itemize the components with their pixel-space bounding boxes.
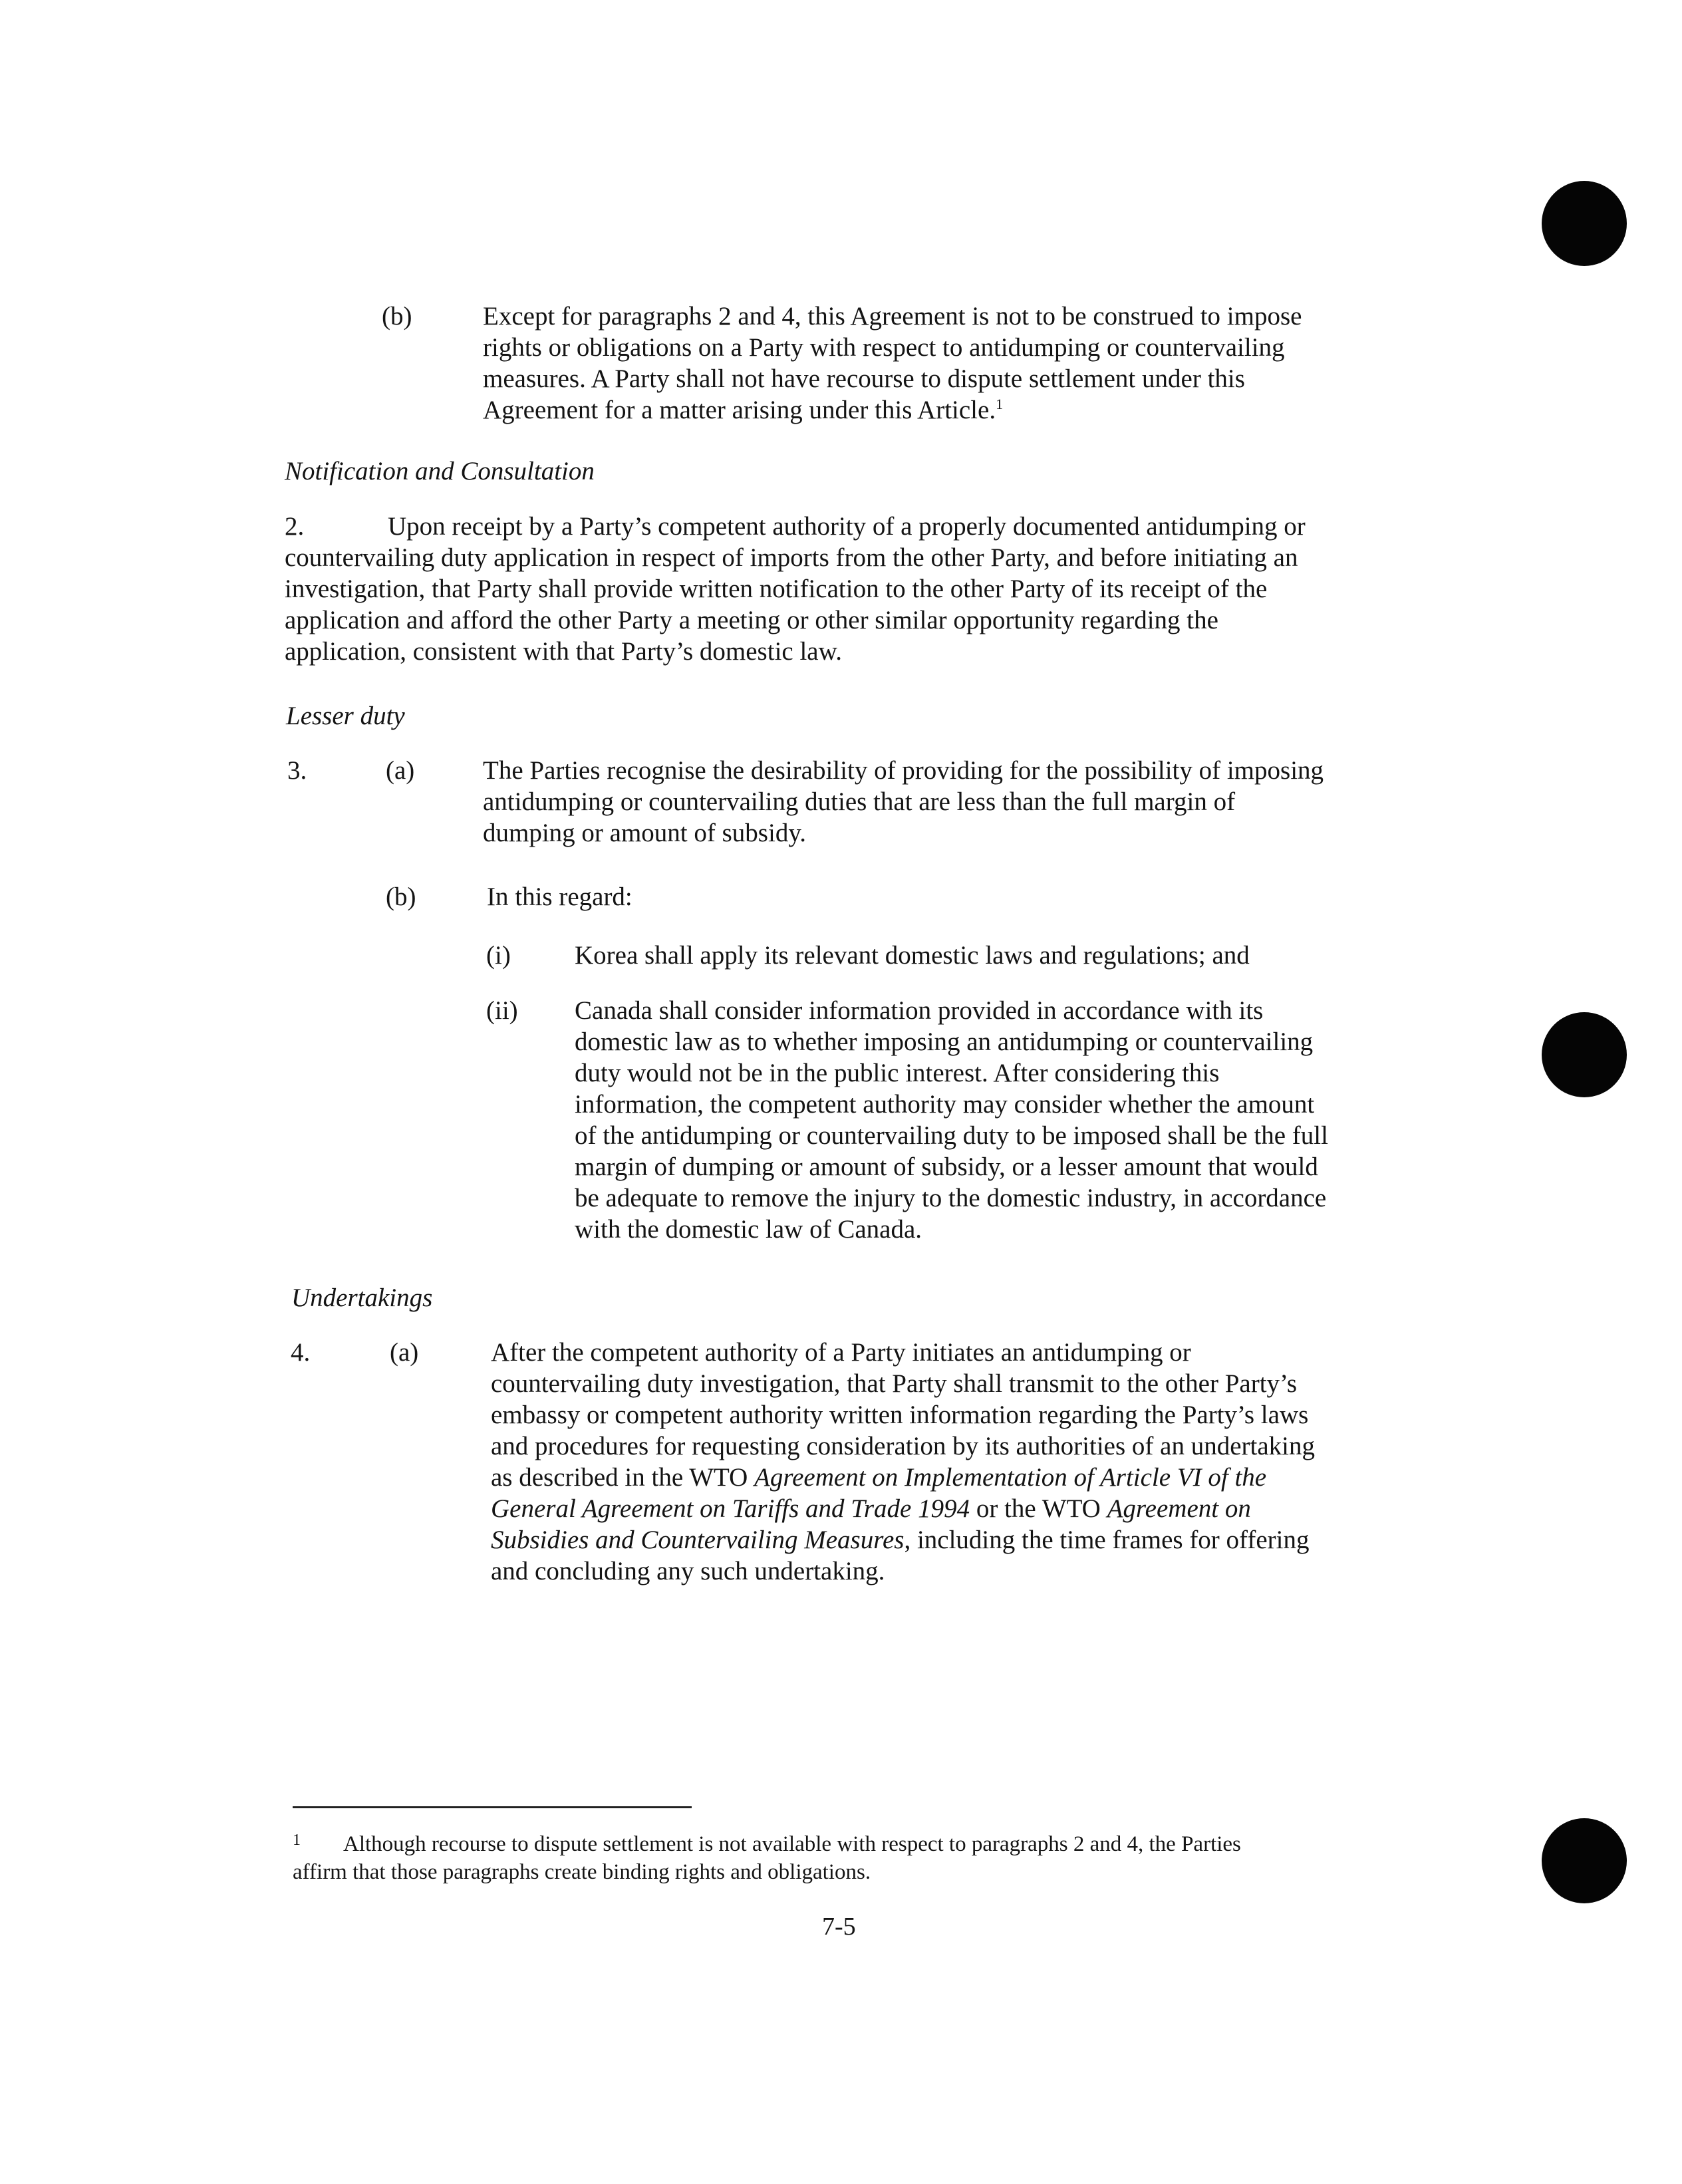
text-line: After the competent authority of a Party initiates an antidumping or (491, 1338, 1191, 1367)
heading-notification: Notification and Consultation (285, 457, 595, 485)
para-4a-text (491, 1337, 1315, 1587)
text-line: Subsidies and Countervailing Measures, including the time frames for offering (491, 1526, 1310, 1554)
text-line: embassy or competent authority written information regarding the Party’s laws (491, 1401, 1309, 1429)
text-line: margin of dumping or amount of subsidy, or a lesser amount that would (575, 1153, 1318, 1181)
text-line: dumping or amount of subsidy. (483, 819, 807, 847)
para-3b-i-label: (i) (486, 941, 511, 970)
footnote-ref: 1 (996, 396, 1004, 412)
subpara-1b-text (483, 301, 1302, 426)
text-line: Agreement for a matter arising under this Article.$^1$ (483, 396, 1004, 424)
para-3a-text (483, 755, 1324, 849)
text-line: information, the competent authority may consider whether the amount (575, 1090, 1315, 1119)
para-3b-text: In this regard: (487, 883, 632, 911)
text-line: countervailing duty application in respect of imports from the other Party, and before initiating an (285, 543, 1298, 572)
text-line: rights or obligations on a Party with respect to antidumping or countervailing (483, 333, 1285, 362)
text-line: application and afford the other Party a meeting or other similar opportunity regarding the (285, 606, 1218, 634)
text-line: measures. A Party shall not have recourse to dispute settlement under this (483, 364, 1245, 393)
text-line: countervailing duty investigation, that Party shall transmit to the other Party’s (491, 1369, 1298, 1398)
text-line: The Parties recognise the desirability of providing for the possibility of imposing (483, 756, 1324, 785)
subpara-1b-label: (b) (382, 302, 412, 331)
punch-hole-top (1542, 181, 1627, 266)
para-3b-ii-label: (ii) (486, 996, 518, 1025)
text-line: with the domestic law of Canada. (575, 1215, 922, 1244)
para-3b-i-text: Korea shall apply its relevant domestic laws and regulations; and (575, 941, 1250, 970)
heading-lesser-duty: Lesser duty (286, 702, 405, 730)
text-line: Except for paragraphs 2 and 4, this Agreement is not to be construed to impose (483, 302, 1302, 331)
text-line: domestic law as to whether imposing an antidumping or countervailing (575, 1027, 1314, 1056)
footnote-number: 1 (293, 1832, 301, 1849)
para-3b-label: (b) (386, 883, 416, 911)
page-number: 7-5 (822, 1913, 856, 1941)
text-line: be adequate to remove the injury to the domestic industry, in accordance (575, 1184, 1327, 1212)
text-line: affirm that those paragraphs create binding rights and obligations. (293, 1860, 871, 1884)
text-line: and concluding any such undertaking. (491, 1557, 885, 1585)
para-3-number: 3. (287, 756, 307, 785)
para-4a-label: (a) (390, 1338, 419, 1367)
para-3b-ii-text (575, 995, 1328, 1245)
footnote (293, 1830, 1241, 1886)
text-line: antidumping or countervailing duties that are less than the full margin of (483, 787, 1236, 816)
punch-hole-bottom (1542, 1818, 1627, 1903)
text-line: duty would not be in the public interest. After considering this (575, 1059, 1220, 1087)
text-line: application, consistent with that Party’s domestic law. (285, 637, 842, 666)
text-line: and procedures for requesting consideration by its authorities of an undertaking (491, 1432, 1315, 1460)
heading-undertakings: Undertakings (291, 1284, 433, 1312)
text-line: as described in the WTO Agreement on Implementation of Article VI of the (491, 1463, 1267, 1492)
footnote-separator (293, 1806, 692, 1808)
text-line: of the antidumping or countervailing duty to be imposed shall be the full (575, 1121, 1328, 1150)
text-line: General Agreement on Tariffs and Trade 1994 or the WTO Agreement on (491, 1494, 1251, 1523)
para-3a-label: (a) (386, 756, 415, 785)
para-2-number: 2. (285, 512, 305, 541)
punch-hole-middle (1542, 1012, 1627, 1097)
text-line: Canada shall consider information provided in accordance with its (575, 996, 1264, 1025)
text-line: 2. Upon receipt by a Party’s competent authority of a properly documented antidumping or (285, 512, 1306, 541)
text-line: investigation, that Party shall provide written notification to the other Party of its receipt of the (285, 575, 1268, 603)
text-line: 1 Although recourse to dispute settlement is not available with respect to paragraphs 2 and 4, the Parties (293, 1832, 1241, 1856)
para-4-number: 4. (291, 1338, 311, 1367)
para-2 (285, 511, 1415, 667)
